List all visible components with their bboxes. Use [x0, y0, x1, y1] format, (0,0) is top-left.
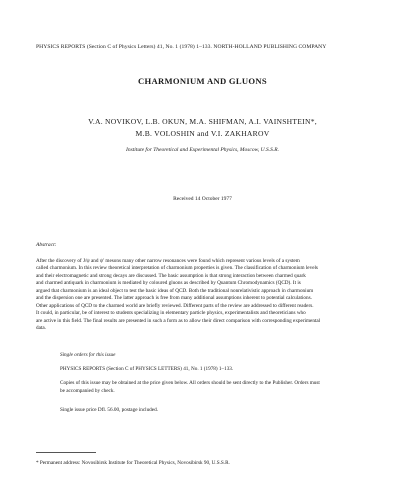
abstract-line: Other applications of QCD to the charmed world are briefly reviewed. Different parts of the review are addressed to different readers.	[36, 302, 314, 309]
received-date: Received 14 October 1977	[173, 196, 232, 202]
author-line-1: V.A. NOVIKOV, L.B. OKUN, M.A. SHIFMAN, A.I. VAINSHTEIN*,	[88, 117, 317, 126]
abstract-line: argued that charmonium is an ideal object to test the basic ideas of QCD. Both the traditional nonrelativistic approach in charmonium	[36, 287, 314, 294]
ordering-line: be accompanied by check.	[60, 387, 115, 394]
issue-citation: PHYSICS REPORTS (Section C of PHYSICS LETTERS) 41, No. 1 (1978) 1–133.	[60, 366, 234, 372]
abstract-line: data.	[36, 325, 46, 332]
issue-price: Single issue price Dfl. 56.00, postage included.	[60, 407, 158, 413]
abstract-line: are active in this field. The final results are presented in such a form as to allow their direct comparison with corresponding experimental	[36, 317, 321, 324]
paper-title: CHARMONIUM AND GLUONS	[138, 76, 267, 86]
ordering-instructions	[60, 380, 380, 395]
author-list	[0, 116, 405, 139]
institute-affiliation: Institute for Theoretical and Experimental Physics, Moscow, U.S.S.R.	[126, 147, 279, 153]
footnote-divider	[36, 452, 96, 453]
abstract-line: and their electromagnetic and strong decays are discussed. The basic assumption is that strong interaction between charmed quark	[36, 272, 306, 279]
abstract-line: and the dispersion one are presented. The latter approach is free from many additional assumptions inherent to potential calculations.	[36, 295, 312, 302]
single-orders-label: Single orders for this issue	[60, 352, 116, 358]
author-line-2: M.B. VOLOSHIN and V.I. ZAKHAROV	[135, 128, 270, 138]
abstract-line: It could, in particular, be of interest to students specializing in elementary particle physics, experimentalists and theoreticians who	[36, 310, 306, 317]
ordering-line: Copies of this issue may be obtained at the price given below. All orders should be sent directly to the Publisher. Orders must	[60, 380, 320, 386]
journal-header: PHYSICS REPORTS (Section C of Physics Letters) 41, No. 1 (1978) 1–133. NORTH-HOLLAND PUBLISHING COMPANY	[36, 44, 327, 50]
abstract-label: Abstract:	[36, 242, 57, 248]
abstract-text	[36, 258, 388, 333]
abstract-line: called charmonium. In this review theoretical interpretation of charmonium properties is given. The classification of charmonium levels	[36, 265, 318, 272]
footnote: * Permanent address: Novosibirsk Institute for Theoretical Physics, Novosibirsk 90, U.S.S.R.	[36, 460, 230, 466]
abstract-line: After the discovery of J/ψ and ψ′ mesons many other narrow resonances were found which represent various levels of a system	[36, 258, 300, 264]
abstract-line: and charmed antiquark in charmonium is mediated by coloured gluons as described by Quantum Chromodynamics (QCD). It is	[36, 280, 301, 287]
